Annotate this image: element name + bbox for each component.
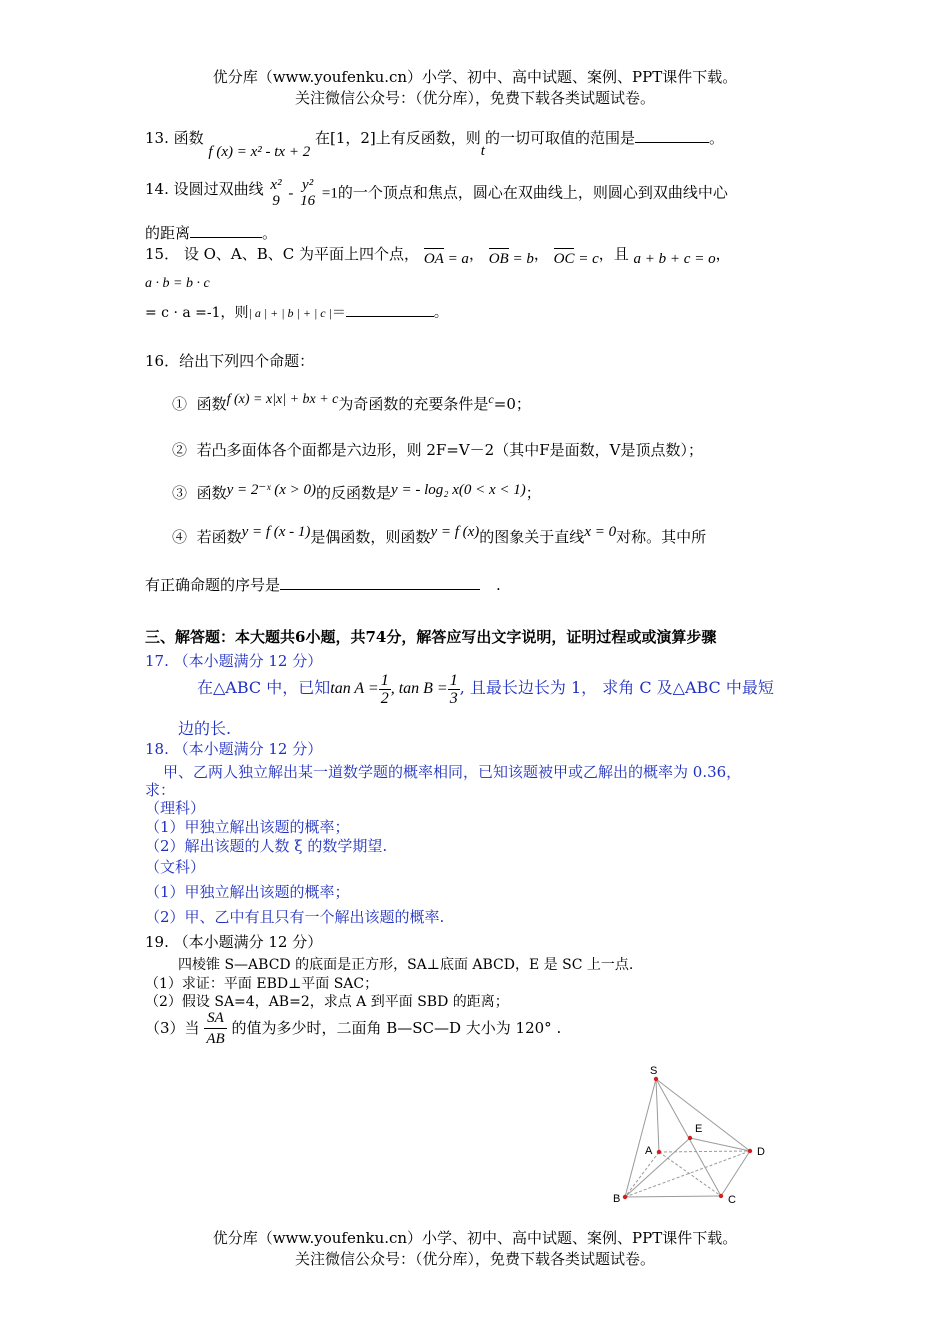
q18-science-label: （理科） [145,799,206,817]
point-e [688,1136,692,1140]
q15-prefix: 15． 设 O、A、B、C 为平面上四个点， [145,245,420,263]
q15-and: ，且 [598,245,629,263]
label-s: S [650,1065,658,1077]
q13-answer-blank [635,127,709,143]
question-15: 15． 设 O、A、B、C 为平面上四个点， OA = a， OB = b， OC = c，且 a + b + c = o， [145,245,731,267]
q18-line-2: 求： [145,781,176,799]
point-a [657,1150,661,1154]
q19-line-1: 四棱锥 S—ABCD 的底面是正方形，SA⊥底面 ABCD，E 是 SC 上一点. [178,957,634,973]
edge-sb [625,1079,656,1197]
label-d: D [757,1146,765,1158]
q16-item-2: ② 若凸多面体各个面都是六边形，则 2F=V－2（其中F是面数，V是顶点数）； [172,441,703,459]
section-3-title: 三、解答题：本大题共6小题，共74分，解答应写出文字说明，证明过程或或演算步骤 [145,628,717,646]
question-14 [145,178,728,209]
pyramid-figure [600,1058,780,1208]
point-d [748,1149,752,1153]
q19-part-1: （1）求证：平面 EBD⊥平面 SAC； [145,976,379,992]
q18-science-2: （2）解出该题的人数 ξ 的数学期望. [145,837,388,855]
header-line-2: 关注微信公众号：（优分库），免费下载各类试题试卷。 [294,89,655,107]
q19-part-2: （2）假设 SA=4，AB=2，求点 A 到平面 SBD 的距离； [145,994,509,1010]
q13-var: t [480,143,485,159]
q18-head: 18. （本小题满分 12 分） [145,740,323,758]
q13-suffix: 的一切可取值的范围是 [484,129,635,147]
edge-sd [656,1079,750,1151]
point-s [654,1077,658,1081]
q17-body: 在△ABC 中，已知tan A = $\frac{1}{2}$ , tan B = $\frac{1}{3}$ , 且最长边长为 1， 求角 C 及△ABC 中最短 [197,672,774,707]
q14-equals: =1 [321,185,338,202]
q14-answer-blank [190,222,262,238]
q15-equals: ＝ [331,305,346,321]
q15-line-2: a · b = b · c [145,276,210,291]
header-line-1: 优分库（www.youfenku.cn）小学、初中、高中试题、案例、PPT课件下载。 [212,68,738,86]
label-c: C [728,1194,736,1206]
label-e: E [695,1123,703,1135]
q14-end: 。 [262,224,278,242]
edge-cd [721,1151,750,1196]
q15-line3-prefix: = c · a =-1，则 [145,305,249,321]
q18-arts-2: （2）甲、乙中有且只有一个解出该题的概率. [145,908,445,926]
q14-fraction-2: y² 16 [300,177,316,209]
q16-title: 16．给出下列四个命题： [145,352,315,370]
edge-ac [659,1152,721,1196]
q15-line-3 [145,302,448,322]
q15-end: 。 [433,305,448,321]
label-b: B [613,1193,621,1205]
q13-prefix: 13. 函数 [145,129,204,147]
footer-line-2: 关注微信公众号：（优分库），免费下载各类试题试卷。 [294,1250,655,1268]
q15-abs-sum: | a | + | b | + | c | [248,306,332,320]
q14-suffix: 的一个顶点和焦点，圆心在双曲线上，则圆心到双曲线中心 [337,183,728,202]
q16-last-line: 有正确命题的序号是 . [145,576,501,594]
q15-oc: OC = c [553,251,599,267]
q15-answer-blank [346,302,434,317]
q14-line2-text: 的距离 [145,224,191,242]
footer-line-1: 优分库（www.youfenku.cn）小学、初中、高中试题、案例、PPT课件下载。 [212,1229,738,1247]
q18-arts-1: （1）甲独立解出该题的概率； [145,883,350,901]
question-13 [145,127,724,160]
edge-bc [625,1196,721,1197]
q16-answer-blank [280,574,480,590]
q16-item-4: ④ 若函数y = f (x - 1)是偶函数，则函数y = f (x)的图象关于直线x = 0对称。其中所 [172,524,707,546]
label-a: A [645,1145,653,1157]
q14-prefix: 14. 设圆过双曲线 [145,179,264,198]
q16-item-3: ③ 函数y = 2⁻ˣ (x > 0)的反函数是y = - log₂ x(0 < x < 1)； [172,482,541,502]
q19-ratio-fraction: $\frac{SA}{AB}$ [206,1010,225,1047]
q18-line-1: 甲、乙两人独立解出某一道数学题的概率相同，已知该题被甲或乙解出的概率为 0.36， [163,763,742,781]
q14-minus: - [288,185,294,202]
q13-end: 。 [708,129,724,147]
edge-ab [625,1152,659,1197]
point-b [623,1195,627,1199]
edge-ad [659,1151,750,1152]
q13-mid: 在[1，2]上有反函数，则 [314,129,481,147]
point-c [719,1194,723,1198]
q15-sum: a + b + c = o [633,251,716,267]
q14-fraction-1: x² 9 [270,177,282,209]
edge-sa [656,1079,659,1152]
q17-head: 17. （本小题满分 12 分） [145,652,323,670]
q17-line-2: 边的长. [178,719,232,738]
q19-head: 19. （本小题满分 12 分） [145,933,323,951]
q19-part-3: （3）当 $\frac{SA}{AB}$ 的值为多少时，二面角 B—SC—D 大小为 120° . [145,1010,562,1047]
edge-bd [625,1151,750,1197]
q13-function: f (x) = x² - tx + 2 [208,144,311,160]
q14-line-2 [145,222,277,243]
q16-item-1: ① 函数f (x) = x|x| + bx + c为奇函数的充要条件是$^c$=0； [172,392,531,413]
q15-oa: OA = a [423,251,469,267]
q18-arts-label: （文科） [145,858,206,876]
q18-science-1: （1）甲独立解出该题的概率； [145,818,350,836]
figure-edges [625,1079,750,1197]
q15-ob: OB = b [488,251,534,267]
